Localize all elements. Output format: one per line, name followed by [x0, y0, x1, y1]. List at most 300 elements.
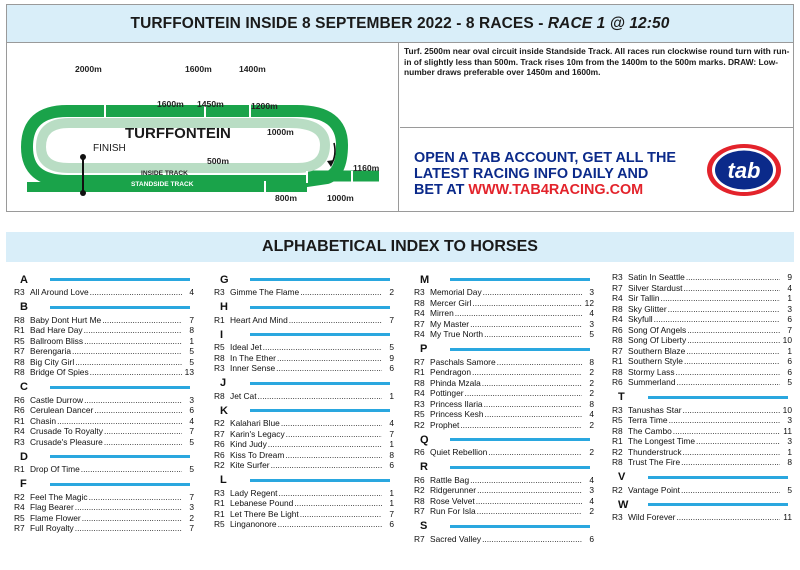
horse-number: 8 — [389, 449, 394, 460]
letter-divider — [250, 333, 390, 336]
letter-divider — [50, 386, 190, 389]
race-number: R8 — [14, 356, 25, 367]
horse-entry — [414, 496, 594, 507]
horse-number: 6 — [189, 405, 194, 415]
race-number: R3 — [414, 287, 425, 297]
horse-number: 7 — [389, 428, 394, 439]
horse-entry — [414, 367, 594, 378]
horse-number: 5 — [389, 342, 394, 352]
horse-name: Sky Glitter ..... — [628, 304, 780, 315]
horse-entry — [14, 416, 194, 427]
horse-entry — [214, 418, 394, 429]
horse-entry — [14, 502, 194, 513]
horse-name: Terra Time ..... — [628, 415, 780, 426]
race-number: R6 — [414, 447, 425, 457]
race-number: R4 — [612, 314, 623, 324]
horse-entry — [14, 287, 194, 298]
letter-divider — [250, 479, 390, 482]
inside-track-label: INSIDE TRACK — [141, 170, 188, 177]
horse-number: 8 — [589, 398, 594, 409]
race-number: R7 — [414, 356, 425, 367]
letter-label: L — [220, 474, 227, 486]
letter-label: I — [220, 328, 224, 341]
horse-entry — [14, 346, 194, 357]
horse-entry — [612, 512, 792, 523]
horse-name: Ballroom Bliss ..... — [30, 336, 182, 347]
horse-entry — [214, 498, 394, 509]
letter-label: S — [420, 520, 428, 532]
horse-name: Paschals Samore ..... — [430, 357, 582, 368]
race-number: R1 — [214, 498, 225, 508]
horse-entry — [414, 506, 594, 517]
letter-label: D — [20, 450, 28, 463]
marker-1600-inner: 1600m — [157, 99, 184, 109]
letter-divider — [648, 476, 788, 479]
horse-number: 9 — [389, 352, 394, 363]
index-title: ALPHABETICAL INDEX TO HORSES — [262, 238, 538, 255]
horse-number: 2 — [589, 377, 594, 388]
horse-number: 4 — [589, 474, 594, 485]
horse-entry — [612, 457, 792, 468]
horse-number: 5 — [787, 377, 792, 387]
horse-name: Quiet Rebellion ..... — [430, 447, 582, 458]
race-number: R6 — [414, 474, 425, 485]
marker-1160: 1160m — [353, 163, 380, 173]
horse-entry — [612, 436, 792, 447]
letter-label: B — [20, 301, 28, 313]
horse-entry — [414, 287, 594, 298]
horse-name: Vantage Point ..... — [628, 485, 780, 496]
race-number: R7 — [612, 282, 623, 293]
horse-number: 5 — [189, 356, 194, 367]
race-number: R3 — [612, 512, 623, 522]
index-banner — [6, 232, 794, 262]
horse-entry — [214, 429, 394, 440]
race-number: R3 — [612, 404, 623, 415]
horse-name: Flag Bearer ..... — [30, 502, 182, 513]
horse-entry — [414, 329, 594, 340]
horse-entry — [14, 336, 194, 347]
horse-number: 6 — [389, 363, 394, 373]
horse-number: 7 — [389, 508, 394, 519]
race-number: R2 — [414, 485, 425, 495]
race-number: R8 — [612, 457, 623, 467]
horse-number: 5 — [589, 329, 594, 339]
race-info-panel — [6, 4, 794, 212]
horse-number: 7 — [787, 324, 792, 335]
horse-entry — [14, 426, 194, 437]
letter-divider — [50, 278, 190, 281]
horse-number: 3 — [589, 287, 594, 297]
race-number: R5 — [214, 519, 225, 529]
letter-header — [612, 497, 792, 512]
horse-name: Phinda Mzala ..... — [430, 378, 582, 389]
race-number: R6 — [214, 439, 225, 449]
horse-entry — [414, 319, 594, 330]
horse-name: Satin In Seattle ..... — [628, 272, 780, 283]
horse-name: Skyfull ..... — [628, 314, 780, 325]
horse-number: 4 — [189, 415, 194, 426]
horse-number: 1 — [389, 390, 394, 401]
race-number: R1 — [612, 356, 623, 366]
horse-entry — [14, 315, 194, 326]
horse-entry — [14, 395, 194, 406]
letter-label: J — [220, 377, 227, 389]
marker-1450: 1450m — [197, 99, 224, 109]
horse-entry — [612, 314, 792, 325]
letter-label: F — [20, 478, 27, 490]
horse-name: Heart And Mind ..... — [230, 315, 382, 326]
race-number: R8 — [14, 367, 25, 377]
letter-divider — [648, 396, 788, 399]
horse-number: 4 — [189, 287, 194, 297]
race-number: R2 — [612, 446, 623, 457]
horse-number: 4 — [589, 409, 594, 419]
race-number: R6 — [214, 449, 225, 460]
race-number: R6 — [612, 377, 623, 387]
horse-name: Castle Durrow ..... — [30, 395, 182, 406]
letter-header — [14, 272, 194, 287]
race-number: R4 — [414, 308, 425, 318]
race-number: R7 — [214, 428, 225, 439]
standside-track-label: STANDSIDE TRACK — [131, 181, 194, 188]
horse-number: 11 — [783, 512, 792, 522]
race-number: R2 — [214, 460, 225, 470]
letter-label: R — [420, 461, 428, 473]
letter-divider — [250, 409, 390, 412]
horse-entry — [14, 367, 194, 378]
race-title: TURFFONTEIN INSIDE 8 SEPTEMBER 2022 - 8 RACES - RACE 1 @ 12:50 — [130, 14, 670, 32]
horse-name: Thunderstruck ..... — [628, 447, 780, 458]
horse-entry — [214, 315, 394, 326]
race-number: R5 — [612, 415, 623, 425]
horse-name: Memorial Day ..... — [430, 287, 582, 298]
horse-name: Sacred Valley ..... — [430, 534, 582, 545]
race-number: R8 — [414, 297, 425, 308]
horse-number: 1 — [389, 498, 394, 508]
horse-name: Ideal Jet ..... — [230, 342, 382, 353]
letter-header — [14, 300, 194, 315]
horse-name: Pottinger ..... — [430, 388, 582, 399]
horse-entry — [414, 308, 594, 319]
horse-name: Song Of Liberty ..... — [628, 335, 780, 346]
letter-label: C — [20, 381, 28, 393]
horse-entry — [14, 437, 194, 448]
letter-divider — [450, 438, 590, 441]
tab-logo — [705, 142, 783, 198]
horse-number: 5 — [189, 464, 194, 474]
horse-name: Princess Ilaria ..... — [430, 399, 582, 410]
race-number: R5 — [414, 409, 425, 419]
horse-entry — [612, 377, 792, 388]
horse-number: 5 — [189, 346, 194, 356]
horse-number: 7 — [189, 523, 194, 533]
horse-entry — [612, 304, 792, 315]
horse-number: 3 — [589, 485, 594, 495]
horse-entry — [14, 405, 194, 416]
horse-name: Run For Isla ..... — [430, 506, 582, 517]
horse-number: 1 — [787, 345, 792, 356]
letter-divider — [450, 466, 590, 469]
horse-number: 7 — [189, 314, 194, 325]
index-column-4 — [612, 272, 792, 525]
horse-name: Prophet ..... — [430, 420, 582, 431]
race-number: R1 — [14, 464, 25, 474]
race-number: R4 — [14, 502, 25, 512]
race-number: R5 — [214, 342, 225, 352]
horse-name: Rose Velvet ..... — [430, 496, 582, 507]
race-number: R5 — [14, 512, 25, 523]
horse-entry — [214, 287, 394, 298]
marker-1200: 1200m — [251, 101, 278, 111]
index-column-2 — [214, 272, 394, 532]
letter-divider — [648, 503, 788, 506]
horse-entry — [14, 325, 194, 336]
letter-label: H — [220, 301, 228, 313]
horse-entry — [612, 405, 792, 416]
track-map — [7, 43, 399, 211]
horse-number: 3 — [787, 415, 792, 425]
track-diagram — [7, 43, 399, 211]
horse-entry — [214, 450, 394, 461]
letter-label: W — [618, 498, 629, 511]
horse-number: 6 — [589, 533, 594, 544]
letter-header — [214, 272, 394, 287]
horse-name: My Master ..... — [430, 319, 582, 330]
horse-entry — [414, 399, 594, 410]
race-number: R3 — [214, 287, 225, 297]
letter-header — [214, 403, 394, 418]
horse-entry — [214, 519, 394, 530]
horse-entry — [414, 298, 594, 309]
letter-header — [414, 460, 594, 475]
letter-header — [214, 376, 394, 391]
race-number: R7 — [14, 346, 25, 356]
horse-name: Baby Dont Hurt Me ..... — [30, 315, 182, 326]
horse-entry — [214, 391, 394, 402]
letter-label: G — [220, 273, 229, 286]
race-number: R8 — [414, 495, 425, 506]
letter-header — [14, 380, 194, 395]
horse-name: Berengaria ..... — [30, 346, 182, 357]
letter-header — [414, 342, 594, 357]
horse-number: 2 — [589, 506, 594, 516]
horse-number: 7 — [389, 314, 394, 325]
horse-number: 8 — [589, 356, 594, 367]
race-number: R8 — [612, 335, 623, 345]
horse-entry — [612, 346, 792, 357]
marker-1000-outer: 1000m — [327, 193, 354, 203]
marker-1600-top: 1600m — [185, 64, 212, 74]
letter-header — [414, 272, 594, 287]
track-name: TURFFONTEIN — [125, 125, 231, 142]
horse-entry — [14, 523, 194, 534]
race-number: R4 — [14, 426, 25, 436]
horse-entry — [214, 363, 394, 374]
letter-divider — [450, 525, 590, 528]
letter-header — [612, 390, 792, 405]
horse-number: 6 — [389, 460, 394, 470]
horse-name: Let There Be Light ..... — [230, 509, 382, 520]
race-number: R5 — [14, 335, 25, 346]
race-number: R7 — [612, 345, 623, 356]
horse-name: Lebanese Pound ..... — [230, 498, 382, 509]
race-number: R1 — [612, 436, 623, 446]
horse-entry — [414, 447, 594, 458]
horse-name: Inner Sense ..... — [230, 363, 382, 374]
horse-entry — [414, 357, 594, 368]
letter-label: A — [20, 273, 28, 286]
horse-name: Linganonore ..... — [230, 519, 382, 530]
horse-entry — [612, 485, 792, 496]
horse-number: 1 — [787, 446, 792, 457]
horse-name: Sir Tallin ..... — [628, 293, 780, 304]
race-number: R3 — [14, 436, 25, 447]
letter-header — [14, 449, 194, 464]
letter-header — [214, 300, 394, 315]
marker-800: 800m — [275, 193, 297, 203]
horse-name: Southern Style ..... — [628, 356, 780, 367]
horse-number: 12 — [584, 297, 594, 308]
horse-number: 3 — [189, 394, 194, 405]
race-number: R3 — [612, 272, 623, 282]
horse-name: Lady Regent ..... — [230, 488, 382, 499]
horse-entry — [214, 509, 394, 520]
horse-name: Princess Kesh ..... — [430, 409, 582, 420]
horse-number: 2 — [589, 388, 594, 398]
horse-entry — [414, 378, 594, 389]
horse-number: 7 — [189, 491, 194, 502]
horse-entry — [214, 488, 394, 499]
letter-label: M — [420, 273, 430, 286]
race-number: R8 — [612, 425, 623, 436]
race-number: R3 — [414, 398, 425, 409]
horse-number: 3 — [787, 436, 792, 446]
race-number: R2 — [14, 491, 25, 502]
horse-name: Mercer Girl ..... — [430, 298, 582, 309]
race-number: R1 — [14, 415, 25, 426]
letter-divider — [450, 348, 590, 351]
letter-divider — [50, 455, 190, 458]
horse-number: 2 — [389, 287, 394, 297]
horse-entry — [414, 534, 594, 545]
horse-name: Kiss To Dream ..... — [230, 450, 382, 461]
marker-1400: 1400m — [239, 64, 266, 74]
horse-number: 10 — [782, 404, 792, 415]
horse-name: Crusade's Pleasure ..... — [30, 437, 182, 448]
horse-number: 2 — [189, 512, 194, 523]
letter-header — [214, 327, 394, 342]
horse-entry — [414, 388, 594, 399]
letter-label: T — [618, 391, 625, 403]
race-title-banner — [7, 5, 793, 43]
letter-header — [14, 477, 194, 492]
horse-name: Drop Of Time ..... — [30, 464, 182, 475]
race-number: R4 — [414, 329, 425, 339]
letter-label: K — [220, 404, 228, 417]
race-number: R7 — [14, 523, 25, 533]
horse-number: 6 — [389, 519, 394, 529]
race-number: R2 — [414, 419, 425, 430]
horse-number: 7 — [189, 426, 194, 436]
horse-entry — [14, 492, 194, 503]
letter-header — [612, 470, 792, 485]
horse-name: Trust The Fire ..... — [628, 457, 780, 468]
horse-entry — [214, 460, 394, 471]
finish-label: FINISH — [93, 143, 126, 154]
horse-name: In The Ether ..... — [230, 353, 382, 364]
race-number: R6 — [14, 405, 25, 415]
race-number: R8 — [612, 366, 623, 377]
race-number: R2 — [612, 484, 623, 495]
race-number: R1 — [414, 367, 425, 377]
horse-number: 1 — [389, 439, 394, 449]
race-number: R1 — [214, 314, 225, 325]
race-number: R7 — [414, 506, 425, 516]
horse-name: Kind Judy ..... — [230, 439, 382, 450]
horse-name: Wild Forever ..... — [628, 512, 780, 523]
horse-entry — [414, 420, 594, 431]
horse-number: 3 — [787, 303, 792, 314]
race-number: R6 — [14, 394, 25, 405]
letter-divider — [250, 382, 390, 385]
horse-name: Karin's Legacy ..... — [230, 429, 382, 440]
horse-name: Kalahari Blue ..... — [230, 418, 382, 429]
horse-name: Song Of Angels ..... — [628, 325, 780, 336]
horse-number: 1 — [189, 335, 194, 346]
letter-divider — [50, 483, 190, 486]
tab-advert[interactable] — [400, 127, 793, 211]
horse-name: Chasin ..... — [30, 416, 182, 427]
race-number: R1 — [214, 508, 225, 519]
race-number: R8 — [214, 352, 225, 363]
horse-number: 4 — [589, 308, 594, 318]
race-number: R3 — [14, 287, 25, 297]
horse-number: 13 — [184, 367, 194, 377]
horse-number: 9 — [787, 272, 792, 282]
advert-text: OPEN A TAB ACCOUNT, GET ALL THE LATEST RACING INFO DAILY AND BET AT WWW.TAB4RACING.COM — [414, 150, 676, 198]
race-number: R7 — [414, 533, 425, 544]
race-number: R3 — [214, 363, 225, 373]
horse-number: 4 — [389, 418, 394, 428]
race-number: R4 — [612, 293, 623, 303]
horse-number: 8 — [189, 325, 194, 335]
horse-entry — [414, 485, 594, 496]
horse-number: 6 — [787, 366, 792, 377]
horse-name: Big City Girl ..... — [30, 357, 182, 368]
horse-entry — [612, 325, 792, 336]
horse-name: Rattle Bag ..... — [430, 475, 582, 486]
horse-number: 10 — [782, 335, 792, 345]
horse-number: 6 — [787, 356, 792, 366]
horse-name: All Around Love ..... — [30, 287, 182, 298]
horse-number: 4 — [787, 282, 792, 293]
race-number: R8 — [414, 377, 425, 388]
letter-divider — [450, 278, 590, 281]
horse-entry — [14, 513, 194, 524]
horse-name: The Longest Time ..... — [628, 436, 780, 447]
race-number: R8 — [612, 303, 623, 314]
horse-name: Tanushas Star ..... — [628, 405, 780, 416]
race-number: R8 — [14, 314, 25, 325]
horse-number: 1 — [389, 487, 394, 498]
letter-label: P — [420, 343, 428, 355]
race-number: R3 — [214, 487, 225, 498]
horse-entry — [612, 356, 792, 367]
horse-number: 3 — [189, 502, 194, 512]
horse-name: Cerulean Dancer ..... — [30, 405, 182, 416]
horse-entry — [612, 283, 792, 294]
